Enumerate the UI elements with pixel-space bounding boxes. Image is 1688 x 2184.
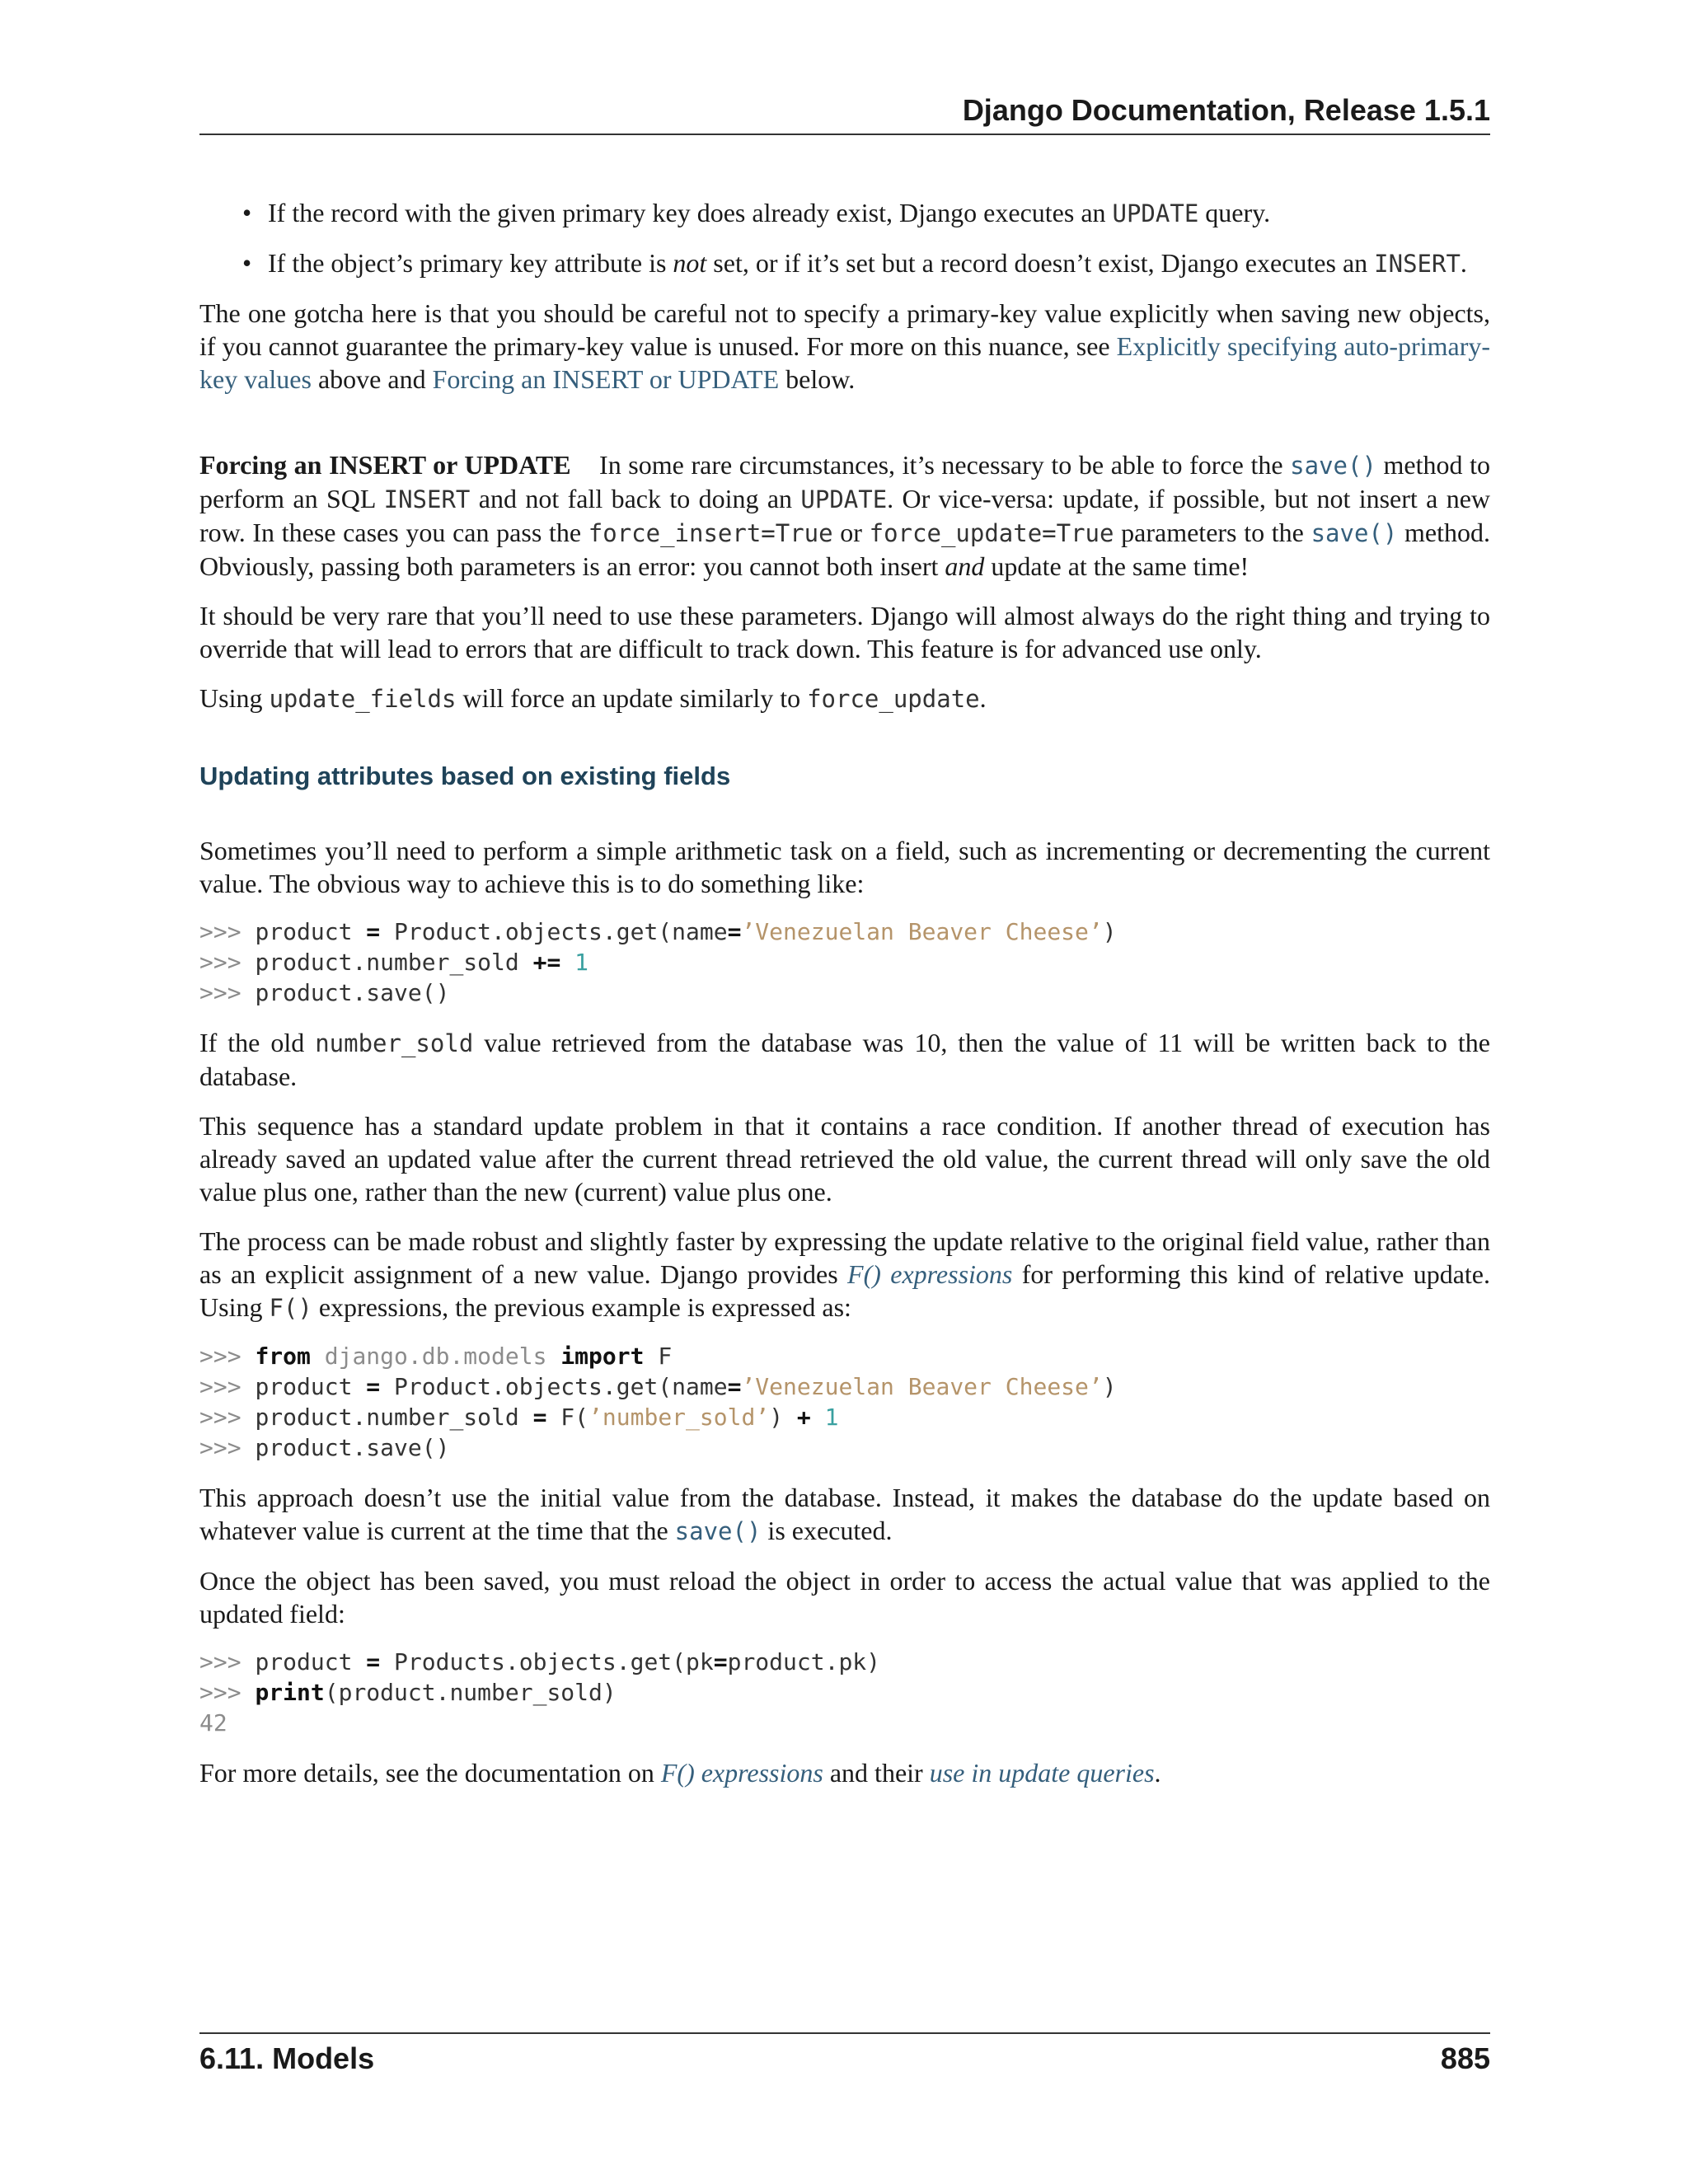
- race-paragraph: This sequence has a standard update problem in that it contains a race condition. If another thread of execution has already saved an updated value after the current thread retrieved the old value, the current thread will only save the old value plus one, rather than the new (current) value plus one.: [199, 1111, 1490, 1207]
- forcing-insert-update-link[interactable]: Forcing an INSERT or UPDATE: [432, 364, 780, 394]
- running-footer: [199, 2032, 1490, 2077]
- paragraph-heading: Forcing an INSERT or UPDATE: [199, 450, 571, 480]
- f-expressions-link[interactable]: F() expressions: [660, 1758, 823, 1788]
- list-item: • If the record with the given primary key does already exist, Django executes an UPDATE query.: [242, 198, 1271, 227]
- list-item: • If the object’s primary key attribute is not set, or if it’s set but a record doesn’t exist, Django executes an INSERT.: [242, 248, 1467, 278]
- save-method-link[interactable]: save(): [1311, 519, 1398, 547]
- bullet-icon: •: [242, 198, 252, 227]
- save-method-link[interactable]: save(): [674, 1517, 762, 1545]
- gotcha-paragraph: The one gotcha here is that you should be careful not to specify a primary-key value explicitly when saving new objects, if you cannot guarantee the primary-key value is unused. For more on this nuance, see Explicitly specifying auto-primary-key values above and Forcing an INSERT or UPDATE below.: [199, 298, 1491, 394]
- save-behavior-list: [199, 196, 1490, 280]
- f-expressions-link[interactable]: F() expressions: [847, 1259, 1013, 1289]
- bullet-icon: •: [242, 248, 252, 278]
- save-method-link[interactable]: save(): [1290, 452, 1376, 480]
- code-block: >>> product = Product.objects.get(name=’Venezuelan Beaver Cheese’) >>> product.number_sold += 1 >>> product.save(): [199, 918, 1117, 1006]
- explicit-pk-link[interactable]: Explicitly specifying auto-primary-key values: [199, 331, 1491, 394]
- section-title: Updating attributes based on existing fields: [199, 762, 731, 790]
- reload-paragraph: Once the object has been saved, you must reload the object in order to access the actual value that was applied to the updated field:: [199, 1566, 1490, 1629]
- approach-paragraph: This approach doesn’t use the initial value from the database. Instead, it makes the database do the update based on whatever value is current at the time that the save() is executed.: [199, 1483, 1490, 1545]
- more-details-paragraph: For more details, see the documentation on F() expressions and their use in update queries.: [199, 1758, 1161, 1788]
- code-block: >>> product = Products.objects.get(pk=product.pk) >>> print(product.number_sold) 42: [199, 1648, 881, 1736]
- update-fields-paragraph: Using update_fields will force an update similarly to force_update.: [199, 683, 987, 713]
- forcing-paragraph: Forcing an INSERT or UPDATE In some rare circumstances, it’s necessary to be able to force the save() method to perform an SQL INSERT and not fall back to doing an UPDATE. Or vice-versa: update, if possible, but not insert a new row. In these cases you can pass the force_insert=True or force_update=True parameters to the save() method. Obviously, passing both parameters is an error: you cannot both insert and update at the same time!: [199, 450, 1491, 581]
- intro-paragraph: Sometimes you’ll need to perform a simple arithmetic task on a field, such as incrementing or decrementing the current value. The obvious way to achieve this is to do something like:: [199, 836, 1490, 898]
- running-header: Django Documentation, Release 1.5.1: [199, 91, 1490, 135]
- footer-section: 6.11. Models: [199, 2041, 375, 2075]
- page-number: 885: [1440, 2041, 1490, 2075]
- old-value-paragraph: If the old number_sold value retrieved from the database was 10, then the value of 11 will be written back to the database.: [199, 1028, 1490, 1091]
- code-block: >>> from django.db.models import F >>> product = Product.objects.get(name=’Venezuelan Beaver Cheese’) >>> product.number_sold = F(’number_sold’) + 1 >>> product.save(): [199, 1343, 1117, 1461]
- spacer: [199, 412, 1490, 448]
- page-content: [199, 196, 1490, 1806]
- robust-paragraph: The process can be made robust and slightly faster by expressing the update relative to the original field value, rather than as an explicit assignment of a new value. Django provides F() expressions for performing this kind of relative update. Using F() expressions, the previous example is expressed as:: [199, 1226, 1491, 1322]
- update-queries-link[interactable]: use in update queries: [929, 1758, 1155, 1788]
- rare-paragraph: It should be very rare that you’ll need to use these parameters. Django will almost always do the right thing and trying to override that will lead to errors that are difficult to track down. This feature is for advanced use only.: [199, 601, 1490, 663]
